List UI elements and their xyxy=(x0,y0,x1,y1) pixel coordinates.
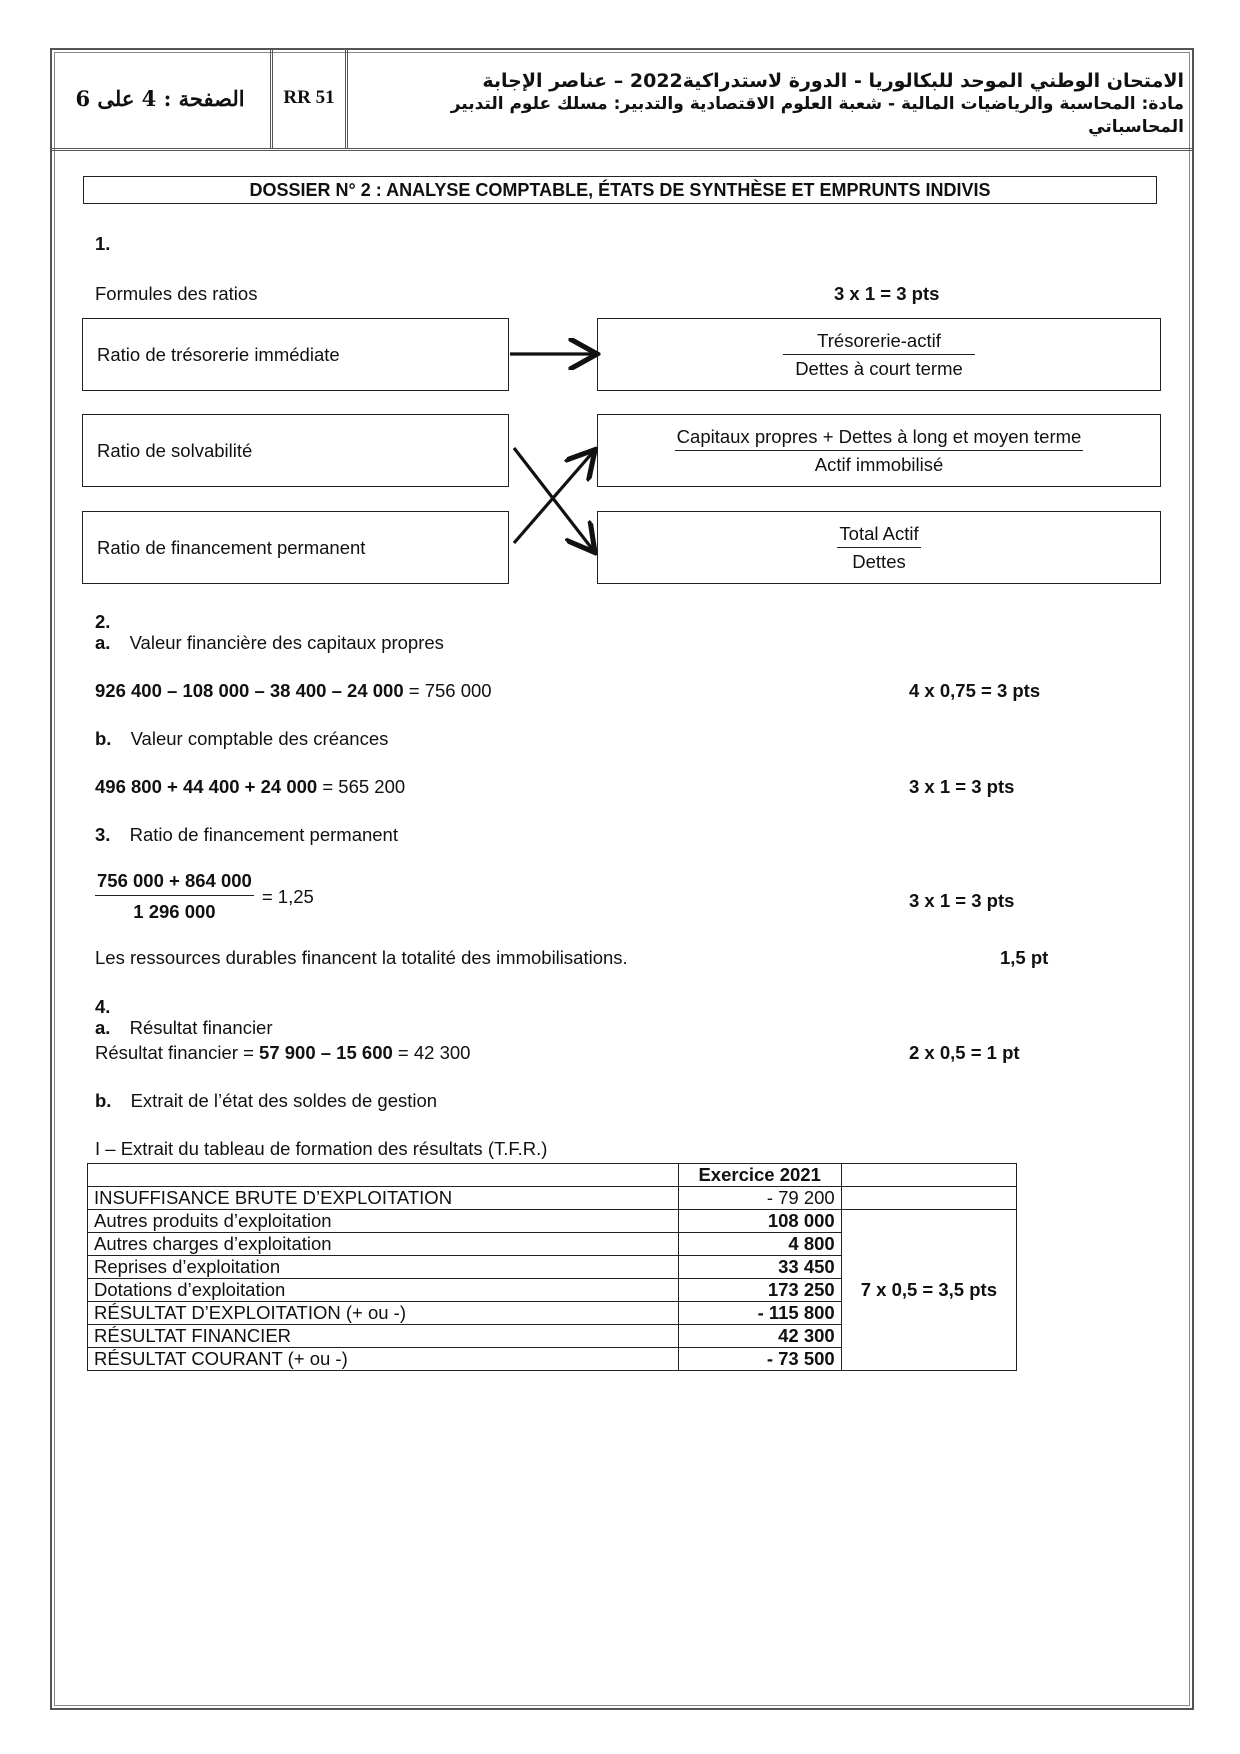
table-row xyxy=(88,1164,1017,1187)
exam-title-line1: الامتحان الوطني الموحد للبكالوريا - الدورة لاستدراكية2022 – عناصر الإجابة xyxy=(482,70,1184,92)
q1-points: 3 x 1 = 3 pts xyxy=(834,283,940,304)
q3-number: 3. xyxy=(95,824,111,845)
q2b-line xyxy=(95,728,388,750)
q2b-label: b. xyxy=(95,728,112,749)
dossier-title: DOSSIER N° 2 : ANALYSE COMPTABLE, ÉTATS DE SYNTHÈSE ET EMPRUNTS INDIVIS xyxy=(83,176,1157,204)
tfr-table xyxy=(87,1163,1017,1371)
q3-line xyxy=(95,824,398,846)
q1-number: 1. xyxy=(95,233,111,254)
q2a-calc: 926 400 – 108 000 – 38 400 – 24 000 xyxy=(95,680,404,701)
q3-title: Ratio de financement permanent xyxy=(129,824,398,845)
row-label: Dotations d’exploitation xyxy=(88,1279,679,1302)
row-value: 108 000 xyxy=(678,1210,841,1233)
q2b-title: Valeur comptable des créances xyxy=(130,728,389,749)
ratio-label: Ratio de financement permanent xyxy=(97,536,366,558)
formula-denominator: Actif immobilisé xyxy=(814,453,944,475)
row-label: Autres produits d’exploitation xyxy=(88,1210,679,1233)
q3-numerator: 756 000 + 864 000 xyxy=(95,870,254,896)
row-label: RÉSULTAT FINANCIER xyxy=(88,1325,679,1348)
q4a-title: Résultat financier xyxy=(129,1017,273,1038)
q3-denominator: 1 296 000 xyxy=(133,901,216,922)
q2a-result: = 756 000 xyxy=(403,680,492,701)
row-value: 33 450 xyxy=(678,1256,841,1279)
row-value: - 73 500 xyxy=(678,1348,841,1371)
table-row xyxy=(88,1210,1017,1233)
q3-fraction xyxy=(95,870,254,923)
table-column-header: Exercice 2021 xyxy=(678,1164,841,1187)
q2a-title: Valeur financière des capitaux propres xyxy=(129,632,444,653)
row-value: - 115 800 xyxy=(678,1302,841,1325)
q4a-label: a. xyxy=(95,1017,111,1038)
q2b-calculation xyxy=(95,776,405,798)
table-cell xyxy=(841,1187,1016,1210)
q4a-result: = 42 300 xyxy=(392,1042,471,1063)
table-row xyxy=(88,1187,1017,1210)
ratio-label: Ratio de trésorerie immédiate xyxy=(97,343,340,365)
q1-heading: Formules des ratios xyxy=(95,283,258,304)
q4b-title: Extrait de l’état des soldes de gestion xyxy=(130,1090,438,1111)
q2-number: 2. xyxy=(95,611,111,632)
row-label: RÉSULTAT COURANT (+ ou -) xyxy=(88,1348,679,1371)
q4b-label: b. xyxy=(95,1090,112,1111)
exam-code: RR 51 xyxy=(273,48,348,148)
q4a-calc: 57 900 – 15 600 xyxy=(259,1042,393,1063)
page-number: الصفحة : 4 على 6 xyxy=(50,48,273,148)
formula-numerator: Total Actif xyxy=(837,523,920,548)
q2a-calculation xyxy=(95,680,492,702)
row-value: 173 250 xyxy=(678,1279,841,1302)
q4b-line xyxy=(95,1090,437,1112)
q3-comment-points: 1,5 pt xyxy=(1000,947,1049,968)
row-value: 4 800 xyxy=(678,1233,841,1256)
q2b-result: = 565 200 xyxy=(317,776,406,797)
formula-numerator: Trésorerie-actif xyxy=(783,330,975,355)
q2b-calc: 496 800 + 44 400 + 24 000 xyxy=(95,776,318,797)
row-value: - 79 200 xyxy=(678,1187,841,1210)
q2b-points: 3 x 1 = 3 pts xyxy=(909,776,1015,797)
table-cell xyxy=(88,1164,679,1187)
table-points: 7 x 0,5 = 3,5 pts xyxy=(841,1210,1016,1371)
q4a-points: 2 x 0,5 = 1 pt xyxy=(909,1042,1020,1063)
row-label: INSUFFISANCE BRUTE D’EXPLOITATION xyxy=(88,1187,679,1210)
formula-denominator: Dettes xyxy=(852,550,906,572)
q3-result: = 1,25 xyxy=(261,885,314,907)
row-value: 42 300 xyxy=(678,1325,841,1348)
q2a-line xyxy=(95,632,444,654)
q4a-calc-prefix: Résultat financier = xyxy=(95,1042,260,1063)
q4a-calculation xyxy=(95,1042,470,1064)
exam-title-line2: مادة: المحاسبة والرياضيات المالية - شعبة العلوم الاقتصادية والتدبير: مسلك علوم التدبير المحاسباتي xyxy=(450,94,1184,137)
q3-comment: Les ressources durables financent la totalité des immobilisations. xyxy=(95,947,628,968)
table-cell xyxy=(841,1164,1016,1187)
tfr-caption: I – Extrait du tableau de formation des résultats (T.F.R.) xyxy=(95,1138,548,1159)
formula-numerator: Capitaux propres + Dettes à long et moyen terme xyxy=(675,426,1084,451)
row-label: Reprises d’exploitation xyxy=(88,1256,679,1279)
q4a-line xyxy=(95,1017,273,1039)
q4-number: 4. xyxy=(95,996,111,1017)
q2a-points: 4 x 0,75 = 3 pts xyxy=(909,680,1041,701)
q2a-label: a. xyxy=(95,632,111,653)
row-label: RÉSULTAT D’EXPLOITATION (+ ou -) xyxy=(88,1302,679,1325)
formula-denominator: Dettes à court terme xyxy=(795,357,963,379)
q3-points: 3 x 1 = 3 pts xyxy=(909,890,1015,911)
q3-formula xyxy=(95,870,314,923)
row-label: Autres charges d’exploitation xyxy=(88,1233,679,1256)
ratio-label: Ratio de solvabilité xyxy=(97,439,253,461)
